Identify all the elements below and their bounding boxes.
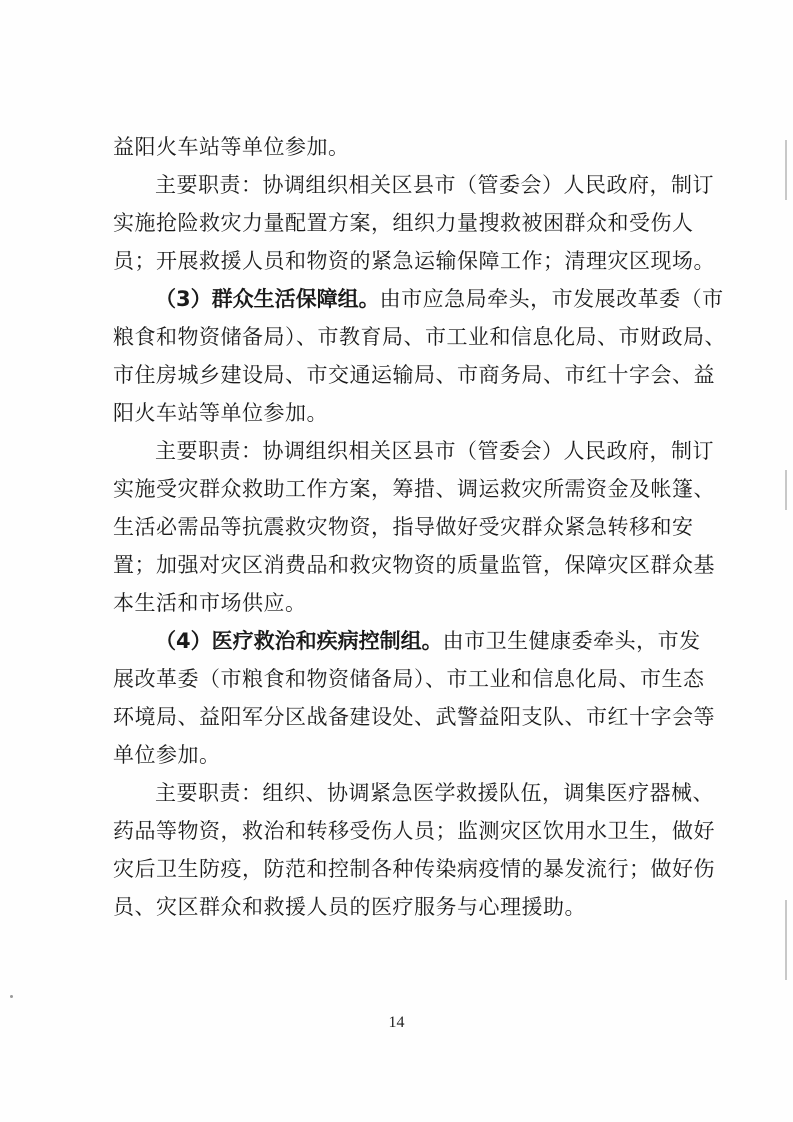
text-line: 市住房城乡建设局、市交通运输局、市商务局、市红十字会、益 <box>113 363 715 387</box>
scan-edge-mark <box>785 900 787 980</box>
text-line: 单位参加。 <box>113 743 221 767</box>
text-line: 主要职责：协调组织相关区县市（管委会）人民政府，制订 <box>155 173 714 197</box>
text-line: 环境局、益阳军分区战备建设处、武警益阳支队、市红十字会等 <box>113 705 715 729</box>
text-fragment: 由市应急局牵头，市发展改革委（市 <box>379 287 724 311</box>
text-line: 益阳火车站等单位参加。 <box>113 135 350 159</box>
text-line: 实施抢险救灾力量配置方案，组织力量搜救被困群众和受伤人 <box>113 211 694 235</box>
text-line: 员；开展救援人员和物资的紧急运输保障工作；清理灾区现场。 <box>113 249 715 273</box>
text-line <box>113 280 724 318</box>
scan-edge-mark <box>785 140 787 200</box>
text-line: 主要职责：协调组织相关区县市（管委会）人民政府，制订 <box>155 439 714 463</box>
scan-speck <box>10 995 13 998</box>
text-fragment: 由市卫生健康委牵头，市发 <box>442 629 701 653</box>
section-heading: （4）医疗救治和疾病控制组。 <box>155 629 443 653</box>
text-line: 生活必需品等抗震救灾物资，指导做好受灾群众紧急转移和安 <box>113 515 694 539</box>
text-line: 员、灾区群众和救援人员的医疗服务与心理援助。 <box>113 895 586 919</box>
scan-edge-mark <box>785 470 787 510</box>
text-line <box>113 622 701 660</box>
body-text <box>113 128 726 926</box>
text-line: 阳火车站等单位参加。 <box>113 401 328 425</box>
text-line: 展改革委（市粮食和物资储备局）、市工业和信息化局、市生态 <box>113 667 705 691</box>
text-line: 主要职责：组织、协调紧急医学救援队伍，调集医疗器械、 <box>155 781 714 805</box>
text-line: 粮食和物资储备局）、市教育局、市工业和信息化局、市财政局、 <box>113 325 726 349</box>
text-line: 置；加强对灾区消费品和救灾物资的质量监管，保障灾区群众基 <box>113 553 715 577</box>
text-line: 药品等物资，救治和转移受伤人员；监测灾区饮用水卫生，做好 <box>113 819 715 843</box>
text-line: 本生活和市场供应。 <box>113 591 307 615</box>
section-heading: （3）群众生活保障组。 <box>155 287 380 311</box>
text-line: 灾后卫生防疫，防范和控制各种传染病疫情的暴发流行；做好伤 <box>113 857 715 881</box>
page-number: 14 <box>388 1014 405 1031</box>
text-line: 实施受灾群众救助工作方案，筹措、调运救灾所需资金及帐篷、 <box>113 477 715 501</box>
